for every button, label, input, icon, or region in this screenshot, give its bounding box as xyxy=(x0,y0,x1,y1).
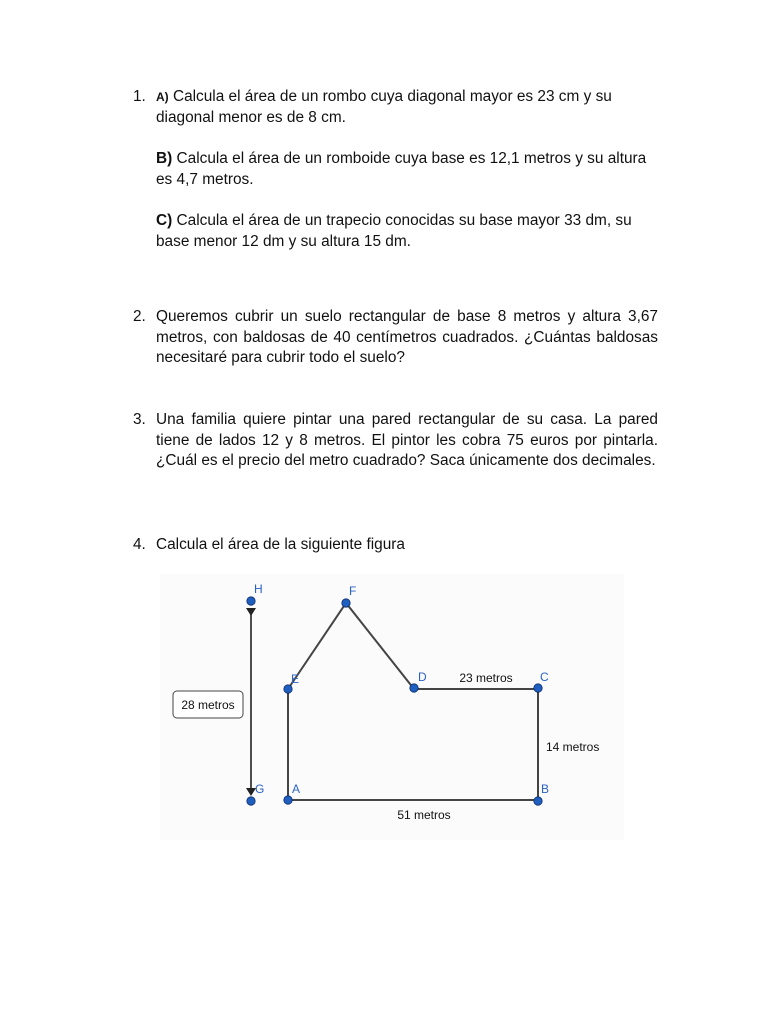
question-1c-text: Calcula el área de un trapecio conocidas su base mayor 33 dm, su base menor 12 dm y su altura 15 dm. xyxy=(156,212,632,250)
segment-ab-label: 51 metros xyxy=(397,808,451,822)
point-label-e: E xyxy=(291,672,300,686)
question-3-number: 3. xyxy=(133,411,146,428)
height-label: 28 metros xyxy=(181,698,235,712)
point-h xyxy=(247,597,255,605)
point-label-g: G xyxy=(255,782,265,796)
question-1 xyxy=(133,87,658,253)
point-label-c: C xyxy=(540,670,549,684)
question-1a-label: A) xyxy=(156,90,169,104)
point-label-b: B xyxy=(541,782,550,796)
point-f xyxy=(342,599,350,607)
point-label-f: F xyxy=(349,584,357,598)
question-2-number: 2. xyxy=(133,308,146,325)
question-4-number: 4. xyxy=(133,536,146,553)
segment-cb-label: 14 metros xyxy=(546,740,600,754)
question-2-text: Queremos cubrir un suelo rectangular de base 8 metros y altura 3,67 metros, con baldosas de 40 centímetros cuadrados. ¿Cuántas baldosas necesitaré para cubrir todo el suelo? xyxy=(156,308,658,367)
point-a xyxy=(284,796,292,804)
question-1c xyxy=(156,211,658,252)
point-d xyxy=(410,684,418,692)
question-3 xyxy=(133,410,658,472)
point-e xyxy=(284,685,292,693)
question-3-text: Una familia quiere pintar una pared rectangular de su casa. La pared tiene de lados 12 y 8 metros. El pintor les cobra 75 euros por pintarla. ¿Cuál es el precio del metro cuadrado? Saca únicamente dos decimales. xyxy=(156,411,658,470)
question-1a xyxy=(156,87,658,128)
question-1b-text: Calcula el área de un romboide cuya base es 12,1 metros y su altura es 4,7 metros. xyxy=(156,150,647,188)
figure-outline xyxy=(288,603,538,800)
question-1b-label: B) xyxy=(156,150,173,168)
question-2 xyxy=(133,307,658,369)
question-4 xyxy=(133,535,658,556)
question-1a-text: Calcula el área de un rombo cuya diagonal mayor es 23 cm y su diagonal menor es de 8 cm. xyxy=(156,88,612,126)
point-label-d: D xyxy=(418,670,427,684)
point-label-a: A xyxy=(292,782,301,796)
question-1b xyxy=(156,149,658,190)
point-g xyxy=(247,797,255,805)
geometry-figure xyxy=(160,574,624,840)
question-1-number: 1. xyxy=(133,88,146,105)
point-c xyxy=(534,684,542,692)
point-b xyxy=(534,797,542,805)
point-label-h: H xyxy=(254,582,263,596)
question-4-text: Calcula el área de la siguiente figura xyxy=(156,536,405,553)
question-1c-label: C) xyxy=(156,212,173,230)
segment-dc-label: 23 metros xyxy=(459,671,513,685)
